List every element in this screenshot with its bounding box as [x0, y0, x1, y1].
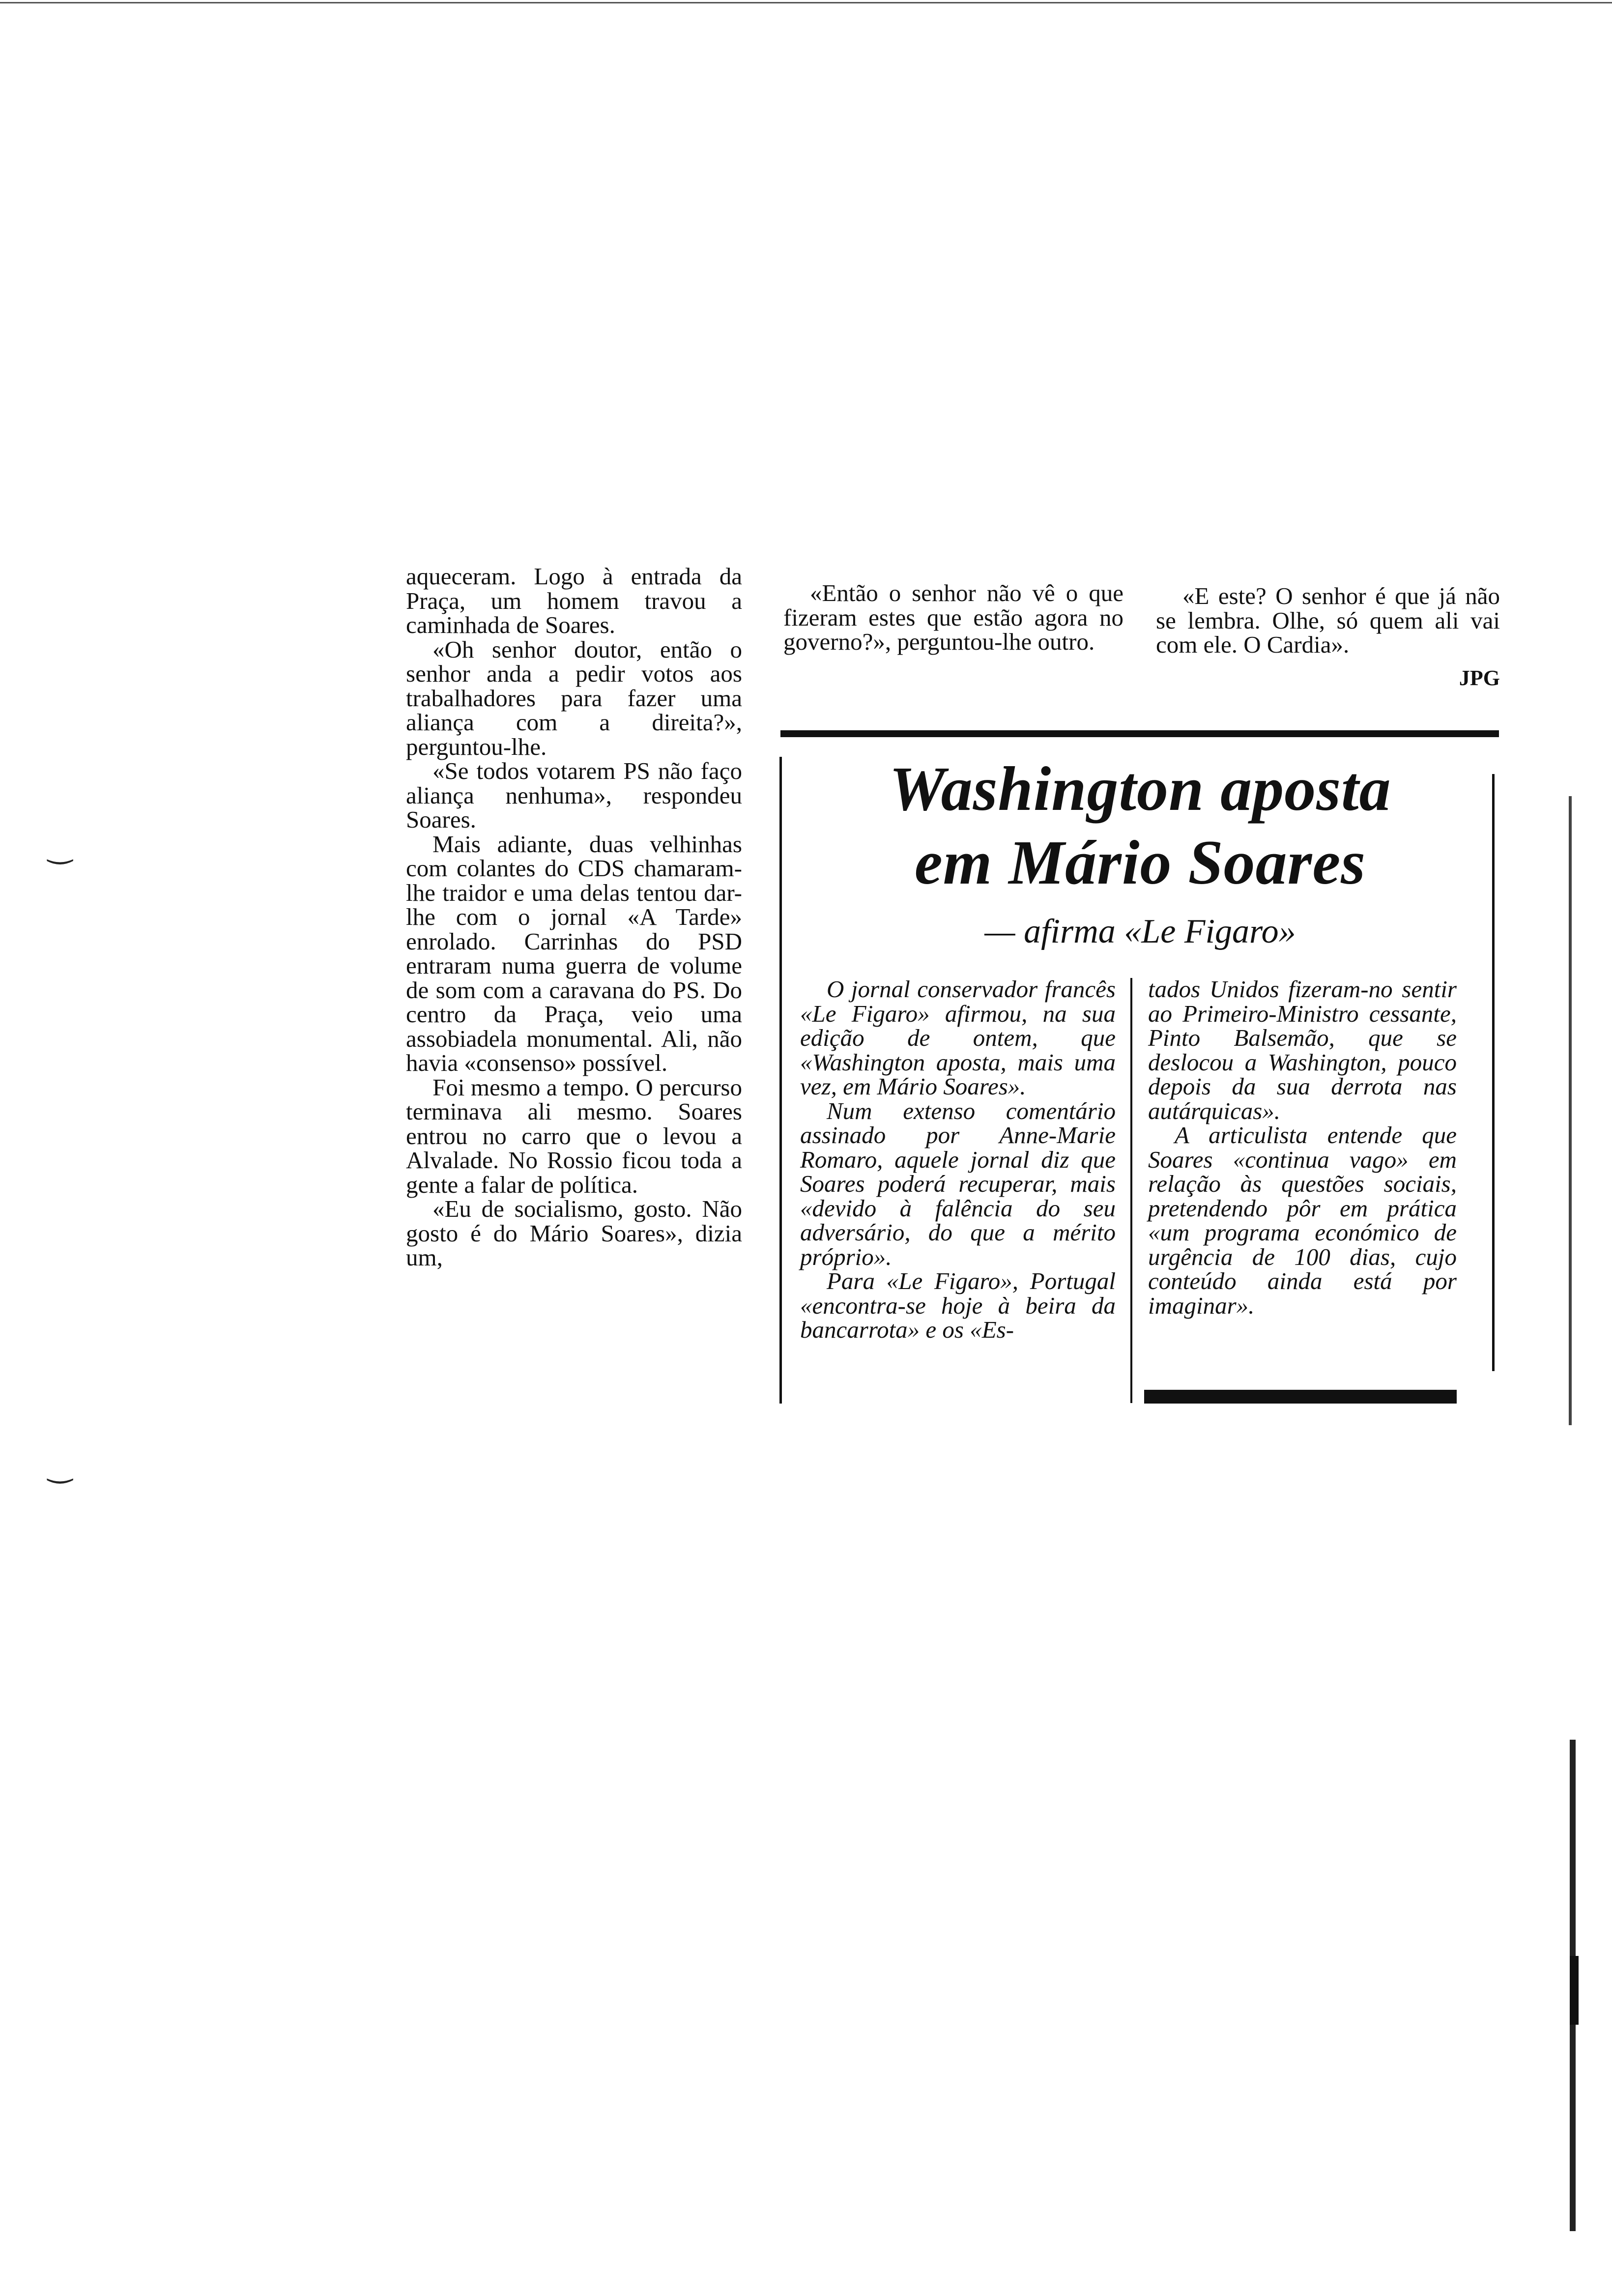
article-column-divider	[1130, 978, 1132, 1403]
right-column	[1156, 584, 1500, 690]
paragraph: Num extenso comentário assinado por Anne-Marie Romaro, aquele jornal diz que Soares poderá recuperar, mais «devido à falência do seu adversário, do que a mérito próprio».	[800, 1097, 1116, 1270]
headline-line-2: em Mário Soares	[914, 828, 1366, 897]
paragraph: «Então o senhor não vê o que fizeram estes que estão agora no governo?», perguntou-lhe outro.	[783, 579, 1123, 655]
headline-line-1: Washington aposta	[889, 754, 1391, 824]
paragraph: tados Unidos fizeram-no sentir ao Primeiro-Ministro cessante, Pinto Balsemão, que se deslocou a Washington, pouco depois da sua derrota nas autárquicas».	[1148, 976, 1457, 1124]
scan-right-edge	[1569, 796, 1572, 1425]
scan-margin-mark: ‿	[48, 1451, 72, 1483]
paragraph: aqueceram. Logo à entrada da Praça, um homem travou a caminhada de Soares.	[406, 563, 742, 638]
scan-top-edge	[0, 2, 1612, 3]
article-headline	[786, 752, 1494, 899]
article-top-rule	[780, 730, 1499, 737]
article-column-2	[1148, 977, 1457, 1318]
paragraph: «E este? O senhor é que já não se lembra. Olhe, só quem ali vai com ele. O Cardia».	[1156, 582, 1500, 658]
article-subheadline: — afirma «Le Figaro»	[984, 913, 1296, 950]
article-bottom-bar	[1144, 1390, 1457, 1404]
scan-margin-mark: ‿	[48, 832, 72, 864]
paragraph: Para «Le Figaro», Portugal «encontra-se hoje à beira da bancarrota» e os «Es-	[800, 1267, 1116, 1343]
paragraph: A articulista entende que Soares «continua vago» em relação às questões sociais, pretendendo pôr em prática «um programa económico de urgência de 100 dias, cujo conteúdo ainda está por imaginar».	[1148, 1121, 1457, 1319]
paragraph: O jornal conservador francês «Le Figaro» afirmou, na sua edição de ontem, que «Washington aposta, mais uma vez, em Mário Soares».	[800, 976, 1116, 1100]
paragraph: «Oh senhor doutor, então o senhor anda a pedir votos aos trabalhadores para fazer uma aliança com a direita?», perguntou-lhe.	[406, 635, 742, 760]
paragraph: Mais adiante, duas velhinhas com colantes do CDS chamaram-lhe traidor e uma delas tentou dar-lhe com o jornal «A Tarde» enrolado. Carrinhas do PSD entraram numa guerra de volume de som com a caravana do PS. Do centro da Praça, veio uma assobiadela monumental. Ali, não havia «consenso» possível.	[406, 830, 742, 1076]
middle-column	[783, 581, 1123, 654]
article-left-rule	[779, 757, 782, 1404]
left-column	[406, 564, 742, 1270]
article-column-1	[800, 977, 1116, 1342]
paragraph: «Se todos votarem PS não faço aliança nenhuma», respondeu Soares.	[406, 757, 742, 833]
paragraph: Foi mesmo a tempo. O percurso terminava ali mesmo. Soares entrou no carro que o levou a Alvalade. No Rossio ficou toda a gente a falar de política.	[406, 1073, 742, 1198]
paragraph: «Eu de socialismo, gosto. Não gosto é do Mário Soares», dizia um,	[406, 1195, 742, 1271]
scan-right-edge	[1570, 1956, 1579, 2025]
author-signature: JPG	[1459, 665, 1500, 690]
